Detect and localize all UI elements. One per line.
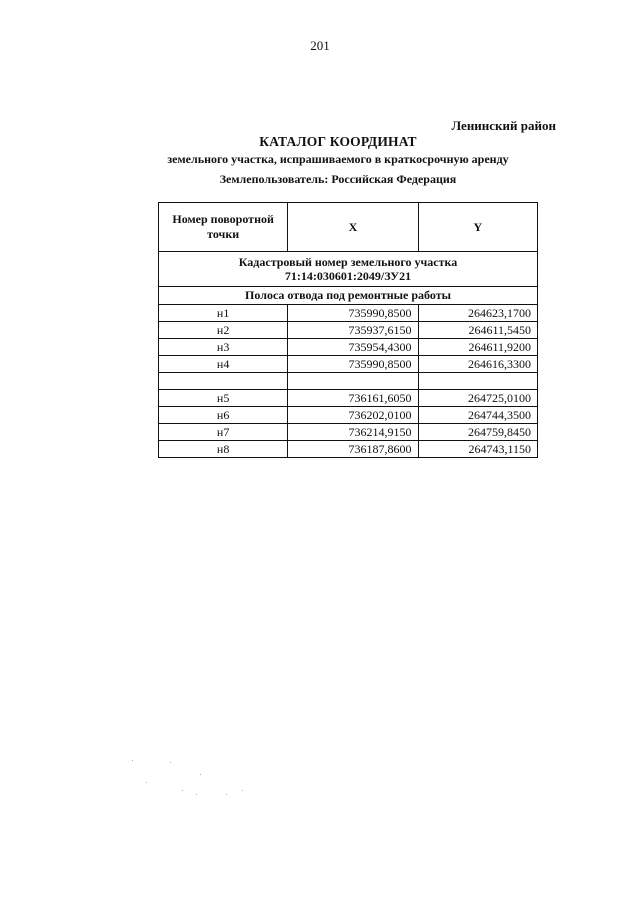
x-cell: 736187,8600	[288, 441, 418, 458]
page-number: 201	[310, 38, 330, 53]
table-row	[159, 305, 538, 322]
point-cell: н7	[159, 424, 288, 441]
section-label: Полоса отвода под ремонтные работы	[159, 287, 538, 305]
y-cell: 264744,3500	[418, 407, 537, 424]
x-cell: 736161,6050	[288, 390, 418, 407]
section-row	[159, 287, 538, 305]
cadastral-cell	[159, 252, 538, 287]
table-row	[159, 339, 538, 356]
x-cell: 735990,8500	[288, 305, 418, 322]
y-cell: 264623,1700	[418, 305, 537, 322]
y-cell: 264759,8450	[418, 424, 537, 441]
land-user-line: Землепользователь: Российская Федерация	[219, 172, 457, 186]
header-y: Y	[418, 203, 537, 252]
empty-cell	[418, 373, 537, 390]
y-cell: 264611,5450	[418, 322, 537, 339]
point-cell: н2	[159, 322, 288, 339]
point-cell: н3	[159, 339, 288, 356]
table-row	[159, 441, 538, 458]
table-row	[159, 407, 538, 424]
catalog-subtitle: земельного участка, испрашиваемого в краткосрочную аренду	[167, 152, 509, 166]
y-cell: 264611,9200	[418, 339, 537, 356]
point-cell: н1	[159, 305, 288, 322]
empty-cell	[159, 373, 288, 390]
header-x: X	[288, 203, 418, 252]
point-cell: н4	[159, 356, 288, 373]
y-cell: 264743,1150	[418, 441, 537, 458]
x-cell: 735937,6150	[288, 322, 418, 339]
x-cell: 736202,0100	[288, 407, 418, 424]
table-row	[159, 322, 538, 339]
cadastral-number: 71:14:030601:2049/ЗУ21	[284, 269, 412, 283]
point-cell: н8	[159, 441, 288, 458]
district-label: Ленинский район	[451, 118, 556, 133]
point-cell: н6	[159, 407, 288, 424]
cadastral-label: Кадастровый номер земельного участка	[238, 255, 458, 269]
table-row	[159, 424, 538, 441]
x-cell: 735954,4300	[288, 339, 418, 356]
y-cell: 264616,3300	[418, 356, 537, 373]
coordinates-table	[158, 202, 538, 458]
empty-separator-row	[159, 373, 538, 390]
scan-specks	[130, 760, 260, 800]
empty-cell	[288, 373, 418, 390]
x-cell: 736214,9150	[288, 424, 418, 441]
table-row	[159, 390, 538, 407]
point-cell: н5	[159, 390, 288, 407]
x-cell: 735990,8500	[288, 356, 418, 373]
y-cell: 264725,0100	[418, 390, 537, 407]
catalog-title: КАТАЛОГ КООРДИНАТ	[259, 134, 417, 149]
cadastral-row	[159, 252, 538, 287]
header-point: Номер поворотной точки	[159, 203, 288, 252]
table-header-row	[159, 203, 538, 252]
table-row	[159, 356, 538, 373]
